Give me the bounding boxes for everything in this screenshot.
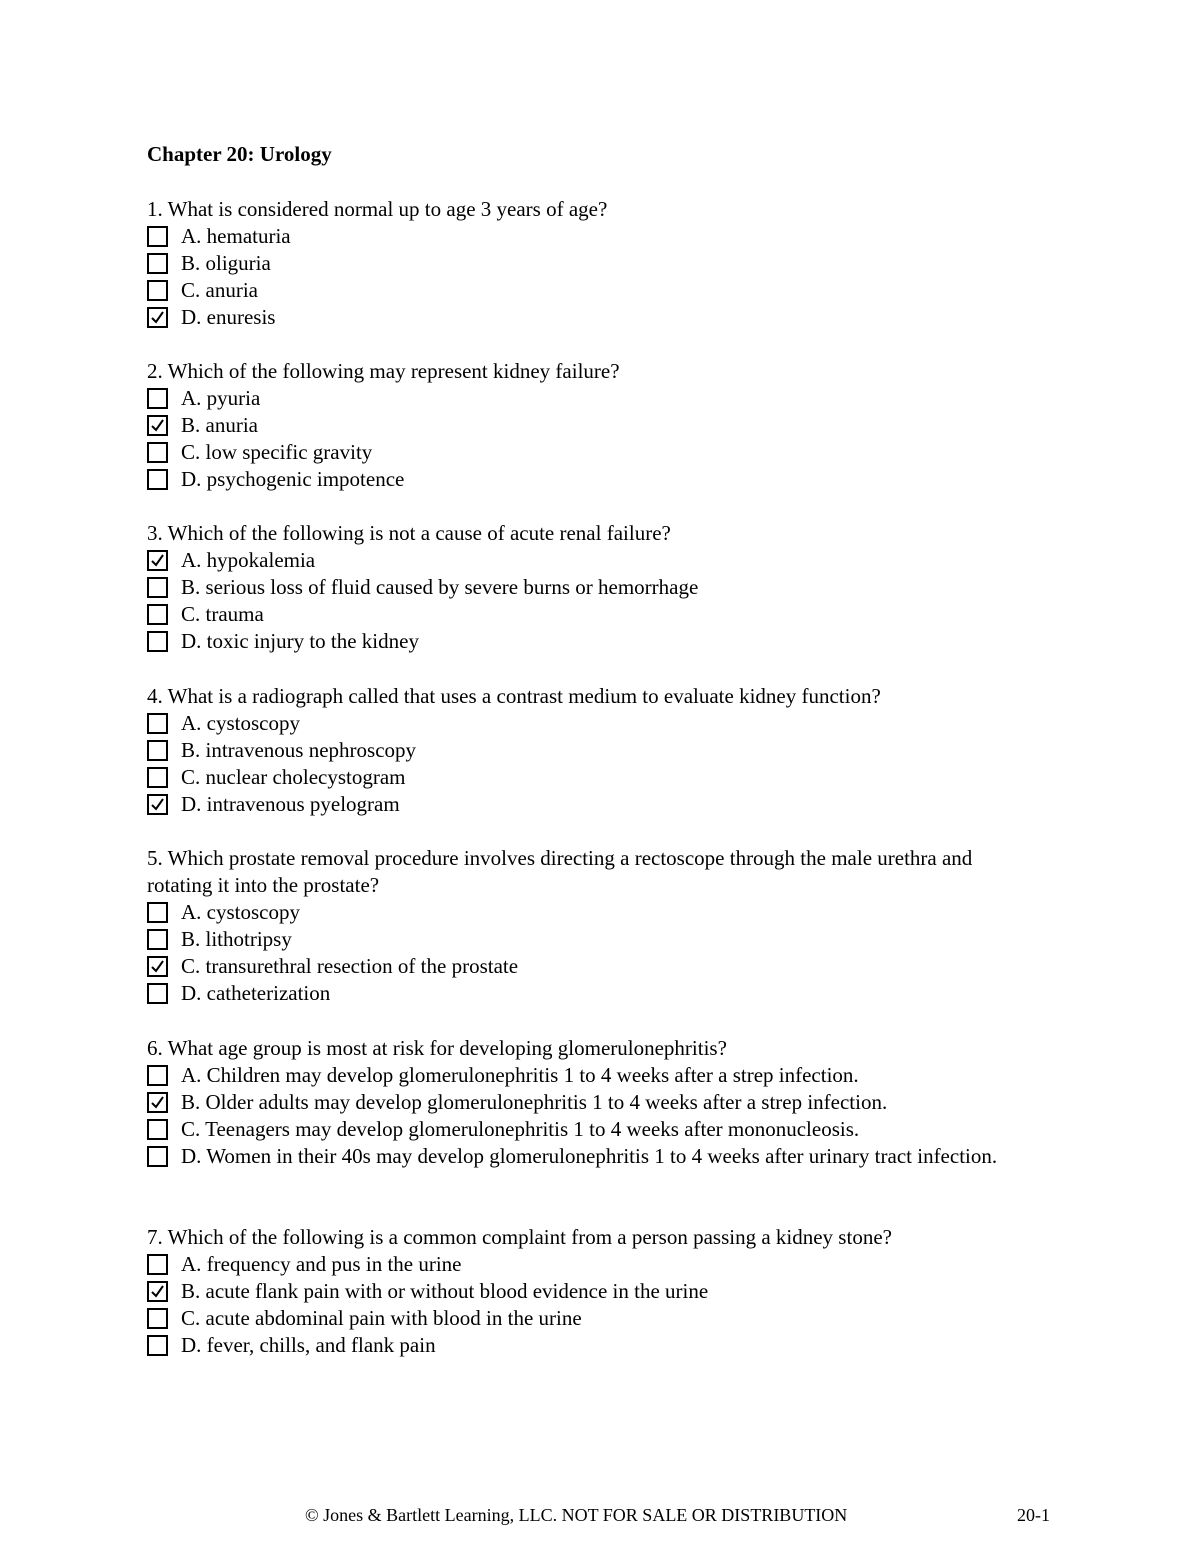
choice-7d[interactable] — [147, 1332, 1047, 1359]
question-2 — [147, 358, 1047, 493]
choice-1b[interactable] — [147, 250, 1047, 277]
choice-4a[interactable] — [147, 710, 1047, 737]
choice-2d[interactable] — [147, 466, 1047, 493]
choice-3d[interactable] — [147, 628, 1047, 655]
choice-label: A. frequency and pus in the urine — [181, 1252, 462, 1276]
checkbox[interactable] — [147, 902, 168, 923]
checkbox[interactable] — [147, 280, 168, 301]
choice-label: D. fever, chills, and flank pain — [181, 1333, 436, 1357]
choice-3c[interactable] — [147, 601, 1047, 628]
choice-6d[interactable] — [147, 1143, 1047, 1197]
choice-label: C. low specific gravity — [181, 440, 373, 464]
question-1 — [147, 196, 1047, 331]
footer-copyright: © Jones & Bartlett Learning, LLC. NOT FOR SALE OR DISTRIBUTION — [305, 1505, 848, 1525]
choice-3b[interactable] — [147, 574, 1047, 601]
checkbox[interactable] — [147, 550, 168, 571]
checkbox[interactable] — [147, 307, 168, 328]
choice-label: C. acute abdominal pain with blood in the urine — [181, 1306, 582, 1330]
checkbox[interactable] — [147, 1254, 168, 1275]
choice-6b[interactable] — [147, 1089, 1047, 1116]
checkbox[interactable] — [147, 713, 168, 734]
choice-2c[interactable] — [147, 439, 1047, 466]
checkbox[interactable] — [147, 1065, 168, 1086]
checkbox[interactable] — [147, 740, 168, 761]
choice-2a[interactable] — [147, 385, 1047, 412]
choice-7b[interactable] — [147, 1278, 1047, 1305]
choice-label: A. pyuria — [181, 386, 261, 410]
checkbox[interactable] — [147, 253, 168, 274]
checkbox[interactable] — [147, 226, 168, 247]
choice-label: D. toxic injury to the kidney — [181, 629, 419, 653]
checkmark-icon — [150, 553, 165, 568]
choice-6a[interactable] — [147, 1062, 1047, 1089]
question-text: 3. Which of the following is not a cause of acute renal failure? — [147, 521, 671, 545]
checkbox[interactable] — [147, 1119, 168, 1140]
choice-label: A. hematuria — [181, 224, 291, 248]
choice-1c[interactable] — [147, 277, 1047, 304]
footer-page-number: 20-1 — [1017, 1505, 1050, 1525]
choice-label: B. oliguria — [181, 251, 271, 275]
question-6 — [147, 1035, 1047, 1197]
question-7 — [147, 1224, 1047, 1359]
checkbox[interactable] — [147, 442, 168, 463]
choice-3a[interactable] — [147, 547, 1047, 574]
checkmark-icon — [150, 1095, 165, 1110]
choice-label: C. transurethral resection of the prostate — [181, 954, 519, 978]
checkbox[interactable] — [147, 767, 168, 788]
choice-5d[interactable] — [147, 980, 1047, 1007]
choice-label: B. serious loss of fluid caused by severe burns or hemorrhage — [181, 575, 699, 599]
checkmark-icon — [150, 959, 165, 974]
question-3 — [147, 520, 1047, 655]
choice-5c[interactable] — [147, 953, 1047, 980]
choice-label: B. acute flank pain with or without blood evidence in the urine — [181, 1279, 709, 1303]
choice-4b[interactable] — [147, 737, 1047, 764]
choice-7c[interactable] — [147, 1305, 1047, 1332]
checkbox[interactable] — [147, 1092, 168, 1113]
checkmark-icon — [150, 310, 165, 325]
choice-4c[interactable] — [147, 764, 1047, 791]
checkmark-icon — [150, 797, 165, 812]
question-text: 1. What is considered normal up to age 3 years of age? — [147, 197, 608, 221]
checkbox[interactable] — [147, 983, 168, 1004]
choice-label: C. trauma — [181, 602, 264, 626]
checkbox[interactable] — [147, 929, 168, 950]
checkbox[interactable] — [147, 577, 168, 598]
checkbox[interactable] — [147, 631, 168, 652]
checkbox[interactable] — [147, 956, 168, 977]
checkbox[interactable] — [147, 794, 168, 815]
choice-label: D. enuresis — [181, 305, 276, 329]
checkbox[interactable] — [147, 469, 168, 490]
choice-label: D. Women in their 40s may develop glomerulonephritis 1 to 4 weeks after urinary tract infection. — [181, 1144, 998, 1168]
checkbox[interactable] — [147, 1281, 168, 1302]
choice-label: B. lithotripsy — [181, 927, 292, 951]
choice-label: A. hypokalemia — [181, 548, 316, 572]
choice-label: B. anuria — [181, 413, 258, 437]
question-5 — [147, 845, 1047, 1007]
choice-label: D. intravenous pyelogram — [181, 792, 400, 816]
checkmark-icon — [150, 1284, 165, 1299]
choice-label: C. Teenagers may develop glomerulonephritis 1 to 4 weeks after mononucleosis. — [181, 1117, 860, 1141]
choice-1a[interactable] — [147, 223, 1047, 250]
choice-4d[interactable] — [147, 791, 1047, 818]
checkmark-icon — [150, 418, 165, 433]
choice-label: A. cystoscopy — [181, 900, 300, 924]
checkbox[interactable] — [147, 604, 168, 625]
choice-6c[interactable] — [147, 1116, 1047, 1143]
choice-7a[interactable] — [147, 1251, 1047, 1278]
choice-label: D. catheterization — [181, 981, 331, 1005]
checkbox[interactable] — [147, 1308, 168, 1329]
question-text: 5. Which prostate removal procedure involves directing a rectoscope through the male urethra and rotating it into the prostate? — [147, 846, 973, 897]
choice-5b[interactable] — [147, 926, 1047, 953]
choice-label: B. Older adults may develop glomerulonephritis 1 to 4 weeks after a strep infection. — [181, 1090, 888, 1114]
choice-5a[interactable] — [147, 899, 1047, 926]
choice-label: C. nuclear cholecystogram — [181, 765, 406, 789]
checkbox[interactable] — [147, 415, 168, 436]
choice-1d[interactable] — [147, 304, 1047, 331]
choice-label: B. intravenous nephroscopy — [181, 738, 417, 762]
question-text: 6. What age group is most at risk for developing glomerulonephritis? — [147, 1036, 727, 1060]
choice-label: A. cystoscopy — [181, 711, 300, 735]
question-text: 7. Which of the following is a common complaint from a person passing a kidney stone? — [147, 1225, 892, 1249]
question-4 — [147, 683, 1047, 818]
question-text: 4. What is a radiograph called that uses a contrast medium to evaluate kidney function? — [147, 684, 881, 708]
question-text: 2. Which of the following may represent kidney failure? — [147, 359, 620, 383]
choice-label: C. anuria — [181, 278, 258, 302]
checkbox[interactable] — [147, 388, 168, 409]
checkbox[interactable] — [147, 1335, 168, 1356]
page-title: Chapter 20: Urology — [147, 142, 332, 166]
choice-2b[interactable] — [147, 412, 1047, 439]
choice-label: A. Children may develop glomerulonephritis 1 to 4 weeks after a strep infection. — [181, 1063, 859, 1087]
checkbox[interactable] — [147, 1146, 168, 1167]
choice-label: D. psychogenic impotence — [181, 467, 405, 491]
